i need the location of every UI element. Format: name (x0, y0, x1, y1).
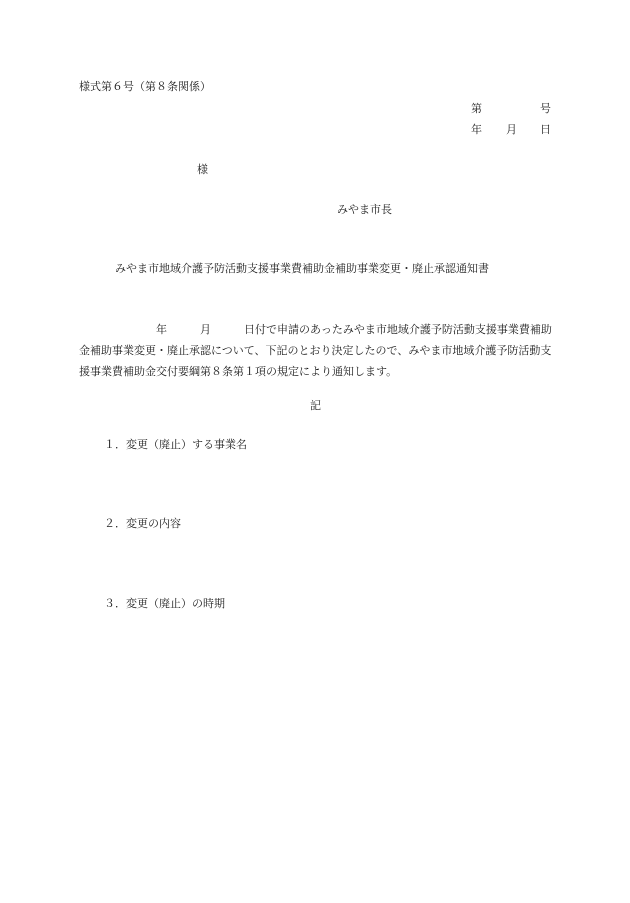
item-change-content: ２．変更の内容 (104, 517, 181, 530)
recipient-honorific: 様 (197, 163, 208, 176)
document-title: みやま市地域介護予防活動支援事業費補助金補助事業変更・廃止承認通知書 (115, 262, 489, 275)
ki-heading: 記 (310, 399, 321, 412)
date-year: 年 (471, 123, 482, 136)
date-day: 日 (540, 123, 551, 136)
body-paragraph: 年 月 日付で申請のあったみやま市地域介護予防活動支援事業費補助金補助事業変更・廃止承認について、下記のとおり決定したので、みやま市地域介護予防活動支援事業費補助金交付要綱第８条第１項の規定により通知します。 (79, 323, 552, 378)
number-suffix: 号 (540, 102, 551, 115)
item-project-name: １．変更（廃止）する事業名 (104, 438, 247, 451)
form-number: 様式第６号（第８条関係） (79, 80, 211, 93)
date-month: 月 (506, 123, 517, 136)
sender-name: みやま市長 (337, 203, 392, 216)
item-change-timing: ３．変更（廃止）の時期 (104, 597, 225, 610)
number-prefix: 第 (471, 102, 482, 115)
